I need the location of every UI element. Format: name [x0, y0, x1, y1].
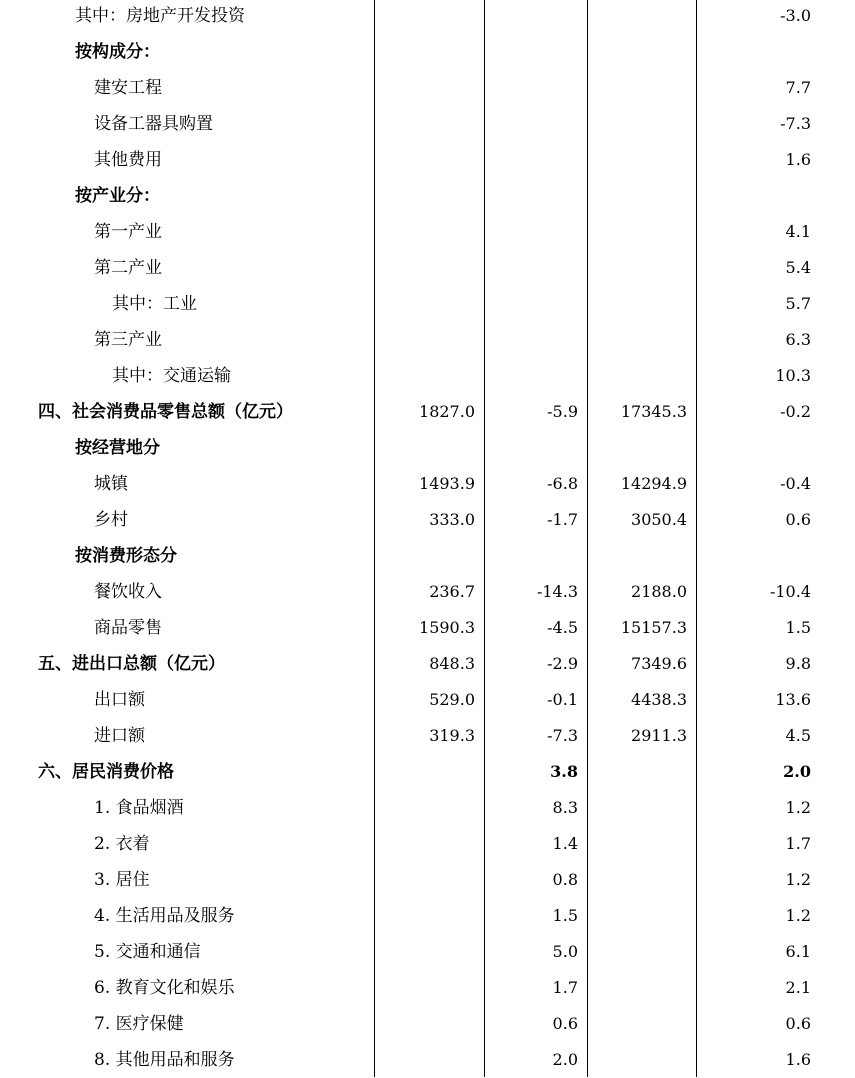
- table-row: [0, 430, 855, 466]
- cell-col3: 7349.6: [631, 654, 687, 673]
- table-row: [0, 790, 855, 826]
- table-row: [0, 466, 855, 502]
- cell-col2: -7.3: [547, 726, 578, 745]
- row-label: 城镇: [94, 474, 128, 494]
- cell-col4: 10.3: [775, 366, 811, 385]
- table-row: [0, 106, 855, 142]
- row-label: 8. 其他用品和服务: [94, 1050, 235, 1070]
- cell-col2: 8.3: [552, 798, 578, 817]
- cell-col4: 6.3: [785, 330, 811, 349]
- row-label: 7. 医疗保健: [94, 1014, 184, 1034]
- table-row: [0, 826, 855, 862]
- cell-col4: 13.6: [775, 690, 811, 709]
- table-row: [0, 34, 855, 70]
- cell-col4: 1.2: [785, 870, 811, 889]
- cell-col4: 2.0: [783, 762, 811, 781]
- cell-col4: -7.3: [780, 114, 811, 133]
- table-row: [0, 178, 855, 214]
- row-label: 其中：工业: [112, 294, 197, 314]
- row-label: 商品零售: [94, 618, 162, 638]
- cell-col3: 17345.3: [620, 402, 687, 421]
- table-row: [0, 610, 855, 646]
- row-label: 按产业分：: [75, 186, 160, 206]
- cell-col1: 319.3: [429, 726, 475, 745]
- cell-col3: 15157.3: [620, 618, 687, 637]
- cell-col4: 1.2: [785, 906, 811, 925]
- cell-col4: 6.1: [785, 942, 811, 961]
- table-row: [0, 502, 855, 538]
- table-row: [0, 250, 855, 286]
- cell-col2: 3.8: [550, 762, 578, 781]
- cell-col2: 1.5: [552, 906, 578, 925]
- row-label: 按经营地分: [75, 438, 160, 458]
- cell-col4: 1.6: [785, 1050, 811, 1069]
- row-label: 第一产业: [94, 222, 162, 242]
- cell-col3: 2188.0: [631, 582, 687, 601]
- cell-col2: -1.7: [547, 510, 578, 529]
- table-row: [0, 862, 855, 898]
- table-row: [0, 286, 855, 322]
- table-row: [0, 1042, 855, 1078]
- table-row: [0, 358, 855, 394]
- row-label: 餐饮收入: [94, 582, 162, 602]
- cell-col4: 0.6: [785, 1014, 811, 1033]
- cell-col4: 7.7: [785, 78, 811, 97]
- table-row: [0, 934, 855, 970]
- cell-col4: 4.5: [785, 726, 811, 745]
- table-row: [0, 322, 855, 358]
- cell-col2: 2.0: [552, 1050, 578, 1069]
- row-label: 其中：交通运输: [112, 366, 231, 386]
- cell-col4: 1.5: [785, 618, 811, 637]
- table-row: [0, 754, 855, 790]
- cell-col1: 1493.9: [419, 474, 475, 493]
- cell-col2: 0.8: [552, 870, 578, 889]
- cell-col1: 333.0: [429, 510, 475, 529]
- cell-col3: 3050.4: [631, 510, 687, 529]
- row-label: 六、居民消费价格: [38, 762, 174, 782]
- table-row: [0, 682, 855, 718]
- row-label: 出口额: [94, 690, 145, 710]
- cell-col2: 0.6: [552, 1014, 578, 1033]
- row-label: 6. 教育文化和娱乐: [94, 978, 235, 998]
- cell-col2: -2.9: [547, 654, 578, 673]
- cell-col2: -6.8: [547, 474, 578, 493]
- cell-col4: 0.6: [785, 510, 811, 529]
- cell-col3: 4438.3: [631, 690, 687, 709]
- cell-col2: -5.9: [547, 402, 578, 421]
- table-row: [0, 1006, 855, 1042]
- cell-col1: 529.0: [429, 690, 475, 709]
- cell-col4: -3.0: [780, 6, 811, 25]
- cell-col4: 5.7: [785, 294, 811, 313]
- cell-col3: 14294.9: [620, 474, 687, 493]
- table-row: [0, 0, 855, 34]
- cell-col2: 5.0: [552, 942, 578, 961]
- table-row: [0, 394, 855, 430]
- cell-col4: 2.1: [785, 978, 811, 997]
- cell-col4: 1.6: [785, 150, 811, 169]
- cell-col4: -0.4: [780, 474, 811, 493]
- row-label: 其中：房地产开发投资: [75, 6, 245, 26]
- cell-col4: 9.8: [785, 654, 811, 673]
- table-row: [0, 574, 855, 610]
- cell-col1: 1590.3: [419, 618, 475, 637]
- cell-col4: -10.4: [769, 582, 811, 601]
- cell-col4: -0.2: [780, 402, 811, 421]
- cell-col2: -14.3: [536, 582, 578, 601]
- row-label: 进口额: [94, 726, 145, 746]
- cell-col1: 848.3: [429, 654, 475, 673]
- row-label: 3. 居住: [94, 870, 150, 890]
- cell-col4: 5.4: [785, 258, 811, 277]
- cell-col2: -4.5: [547, 618, 578, 637]
- row-label: 第二产业: [94, 258, 162, 278]
- cell-col1: 1827.0: [419, 402, 475, 421]
- table-row: [0, 70, 855, 106]
- table-row: [0, 718, 855, 754]
- cell-col4: 1.2: [785, 798, 811, 817]
- row-label: 第三产业: [94, 330, 162, 350]
- cell-col4: 4.1: [785, 222, 811, 241]
- cell-col3: 2911.3: [631, 726, 687, 745]
- cell-col4: 1.7: [785, 834, 811, 853]
- table-row: [0, 142, 855, 178]
- cell-col2: 1.4: [552, 834, 578, 853]
- table-row: [0, 970, 855, 1006]
- table-row: [0, 898, 855, 934]
- row-label: 其他费用: [94, 150, 162, 170]
- row-label: 设备工器具购置: [94, 114, 213, 134]
- table-row: [0, 538, 855, 574]
- cell-col2: -0.1: [547, 690, 578, 709]
- row-label: 四、社会消费品零售总额（亿元）: [38, 402, 293, 422]
- row-label: 2. 衣着: [94, 834, 150, 854]
- row-label: 建安工程: [94, 78, 162, 98]
- row-label: 乡村: [94, 510, 128, 530]
- row-label: 4. 生活用品及服务: [94, 906, 235, 926]
- cell-col1: 236.7: [429, 582, 475, 601]
- row-label: 五、进出口总额（亿元）: [38, 654, 225, 674]
- table-row: [0, 646, 855, 682]
- row-label: 1. 食品烟酒: [94, 798, 184, 818]
- cell-col2: 1.7: [552, 978, 578, 997]
- row-label: 按构成分：: [75, 42, 160, 62]
- table-row: [0, 214, 855, 250]
- row-label: 按消费形态分: [75, 546, 177, 566]
- row-label: 5. 交通和通信: [94, 942, 201, 962]
